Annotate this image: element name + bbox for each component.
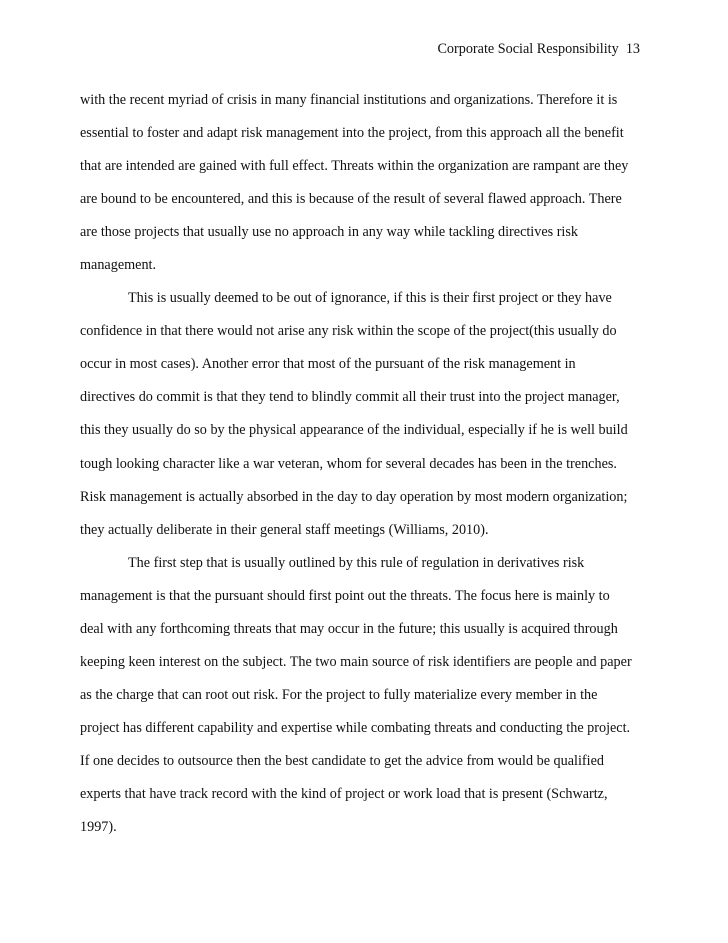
text-line: management is that the pursuant should first point out the threats. The focus here is mainly to xyxy=(80,587,610,604)
text-line: tough looking character like a war veteran, whom for several decades has been in the trenches. xyxy=(80,455,617,472)
running-head xyxy=(437,40,640,58)
text-line: are bound to be encountered, and this is because of the result of several flawed approach. There xyxy=(80,191,622,208)
text-line: occur in most cases). Another error that most of the pursuant of the risk management in xyxy=(80,356,576,373)
text-line: project has different capability and expertise while combating threats and conducting the project. xyxy=(80,719,631,736)
text-line: experts that have track record with the kind of project or work load that is present (Schwartz, xyxy=(80,785,608,802)
text-line: with the recent myriad of crisis in many financial institutions and organizations. Therefore it is xyxy=(80,92,618,108)
text-line: 1997). xyxy=(80,819,117,836)
paragraph-first-line: The first step that is usually outlined by this rule of regulation in derivatives risk xyxy=(128,554,585,571)
text-line: management. xyxy=(80,257,157,274)
text-line: as the charge that can root out risk. For the project to fully materialize every member in the xyxy=(80,686,598,703)
text-line: directives do commit is that they tend to blindly commit all their trust into the project manager, xyxy=(80,389,620,406)
page-number: 13 xyxy=(625,41,640,57)
text-line: this they usually do so by the physical appearance of the individual, especially if he is well build xyxy=(80,422,628,439)
text-line: Risk management is actually absorbed in the day to day operation by most modern organization; xyxy=(80,488,628,505)
text-line: that are intended are gained with full effect. Threats within the organization are rampant are they xyxy=(80,158,629,175)
text-line: are those projects that usually use no approach in any way while tackling directives risk xyxy=(80,224,578,241)
text-line: they actually deliberate in their general staff meetings (Williams, 2010). xyxy=(80,521,489,538)
text-line: essential to foster and adapt risk management into the project, from this approach all the benefit xyxy=(80,125,624,142)
paragraph-first-line: This is usually deemed to be out of ignorance, if this is their first project or they have xyxy=(128,290,612,307)
text-line: keeping keen interest on the subject. The two main source of risk identifiers are people and paper xyxy=(80,653,632,670)
text-line: If one decides to outsource then the best candidate to get the advice from would be qualified xyxy=(80,752,604,769)
running-title: Corporate Social Responsibility xyxy=(437,41,619,57)
text-line: confidence in that there would not arise any risk within the scope of the project(this usually do xyxy=(80,323,617,340)
body-text xyxy=(80,91,660,851)
text-line: deal with any forthcoming threats that may occur in the future; this usually is acquired through xyxy=(80,620,618,637)
